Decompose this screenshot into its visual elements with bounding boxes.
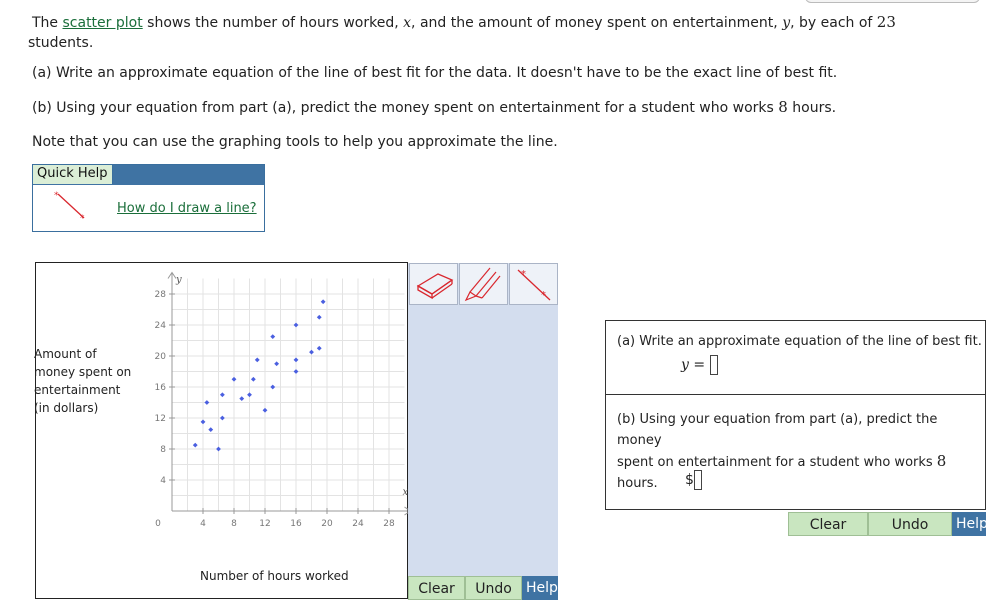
problem-part-b: (b) Using your equation from part (a), predict the money spent on entertainment for a student who works 8 hours.: [32, 98, 837, 116]
scatter-point: [201, 419, 206, 424]
scatter-point: [263, 408, 268, 413]
y-axis-label: Amount of money spent on entertainment (in dollars): [34, 347, 132, 415]
pencil-icon: [460, 264, 507, 304]
answer-help-button[interactable]: Help: [952, 512, 986, 536]
scatter-point: [270, 334, 275, 339]
svg-text:*: *: [521, 269, 526, 280]
scatter-point: [255, 357, 260, 362]
pencil-tool-button[interactable]: [459, 263, 508, 305]
answer-panel: [605, 320, 986, 510]
equation-row: y =: [681, 355, 718, 375]
money-input[interactable]: [694, 470, 702, 490]
answer-part-a: [606, 321, 985, 395]
x-tick-label: 20: [321, 519, 333, 529]
quick-help-panel: [32, 164, 265, 232]
scatter-point: [247, 392, 252, 397]
money-row: [685, 470, 702, 490]
x-tick-label: 8: [231, 519, 237, 529]
x-tick-label: 28: [383, 519, 395, 529]
scatter-point: [232, 377, 237, 382]
scatter-point: [216, 447, 221, 452]
graph-undo-button[interactable]: Undo: [465, 576, 522, 600]
scatter-point: [321, 299, 326, 304]
header-edge: [805, 0, 980, 3]
y-tick-label: 8: [160, 445, 166, 455]
scatter-point: [309, 350, 314, 355]
line-tool-icon: [51, 187, 91, 223]
quick-help-tab[interactable]: Quick Help: [33, 165, 113, 184]
problem-part-a: (a) Write an approximate equation of the line of best fit for the data. It doesn't have to be the exact line of best fit.: [32, 65, 838, 81]
x-var-label: x: [402, 487, 409, 498]
graph-canvas[interactable]: [35, 262, 408, 599]
svg-text:*: *: [541, 290, 546, 301]
graph-actions: [408, 576, 558, 600]
y-tick-label: 28: [154, 290, 166, 300]
x-axis-label: Number of hours worked: [200, 569, 349, 583]
x-tick-label: 4: [200, 519, 206, 529]
y-var-label: y: [176, 274, 182, 286]
how-to-draw-line-link[interactable]: How do I draw a line?: [117, 201, 257, 216]
scatter-point: [220, 392, 225, 397]
quick-help-header: [33, 165, 264, 185]
problem-intro: The scatter plot shows the number of hours worked, x, and the amount of money spent on entertainment, y, by each of 23 students.: [28, 13, 896, 51]
origin-label: 0: [155, 519, 161, 529]
y-tick-label: 20: [154, 352, 166, 362]
scatter-plot-link[interactable]: scatter plot: [62, 15, 143, 31]
scatter-plot: [36, 263, 409, 600]
dollar-sign: $: [685, 472, 694, 488]
x-tick-label: 12: [259, 519, 271, 529]
y-tick-label: 24: [154, 321, 166, 331]
svg-text:*: *: [54, 191, 59, 201]
scatter-point: [294, 323, 299, 328]
graph-clear-button[interactable]: Clear: [408, 576, 465, 600]
equation-input[interactable]: [710, 355, 718, 375]
scatter-point: [270, 385, 275, 390]
scatter-point: [193, 443, 198, 448]
svg-text:*: *: [80, 214, 85, 223]
answer-actions: [788, 512, 986, 536]
problem-note: Note that you can use the graphing tools to help you approximate the line.: [32, 134, 558, 150]
student-count: 23: [876, 13, 896, 31]
var-x: x: [403, 15, 412, 31]
graph-help-button[interactable]: Help: [522, 576, 558, 600]
graph-tool-panel: [408, 263, 558, 600]
scatter-point: [204, 400, 209, 405]
line-tool-icon: [510, 264, 557, 304]
y-tick-label: 12: [154, 414, 166, 424]
scatter-point: [294, 357, 299, 362]
x-tick-label: 16: [290, 519, 302, 529]
eraser-icon: [410, 264, 457, 304]
x-tick-label: 24: [352, 519, 364, 529]
answer-b-prompt: (b) Using your equation from part (a), predict the money spent on entertainment for a student who works 8 hours.: [617, 412, 947, 491]
answer-a-prompt: (a) Write an approximate equation of the line of best fit.: [617, 334, 982, 349]
y-tick-label: 4: [160, 476, 166, 486]
scatter-point: [251, 377, 256, 382]
scatter-point: [220, 416, 225, 421]
scatter-point: [294, 369, 299, 374]
scatter-point: [274, 361, 279, 366]
line-tool-button[interactable]: [509, 263, 558, 305]
eraser-tool-button[interactable]: [409, 263, 458, 305]
scatter-point: [208, 427, 213, 432]
scatter-point: [317, 315, 322, 320]
y-tick-label: 16: [154, 383, 166, 393]
var-y: y: [782, 15, 791, 31]
answer-undo-button[interactable]: Undo: [868, 512, 952, 536]
answer-clear-button[interactable]: Clear: [788, 512, 868, 536]
scatter-point: [239, 396, 244, 401]
scatter-point: [317, 346, 322, 351]
